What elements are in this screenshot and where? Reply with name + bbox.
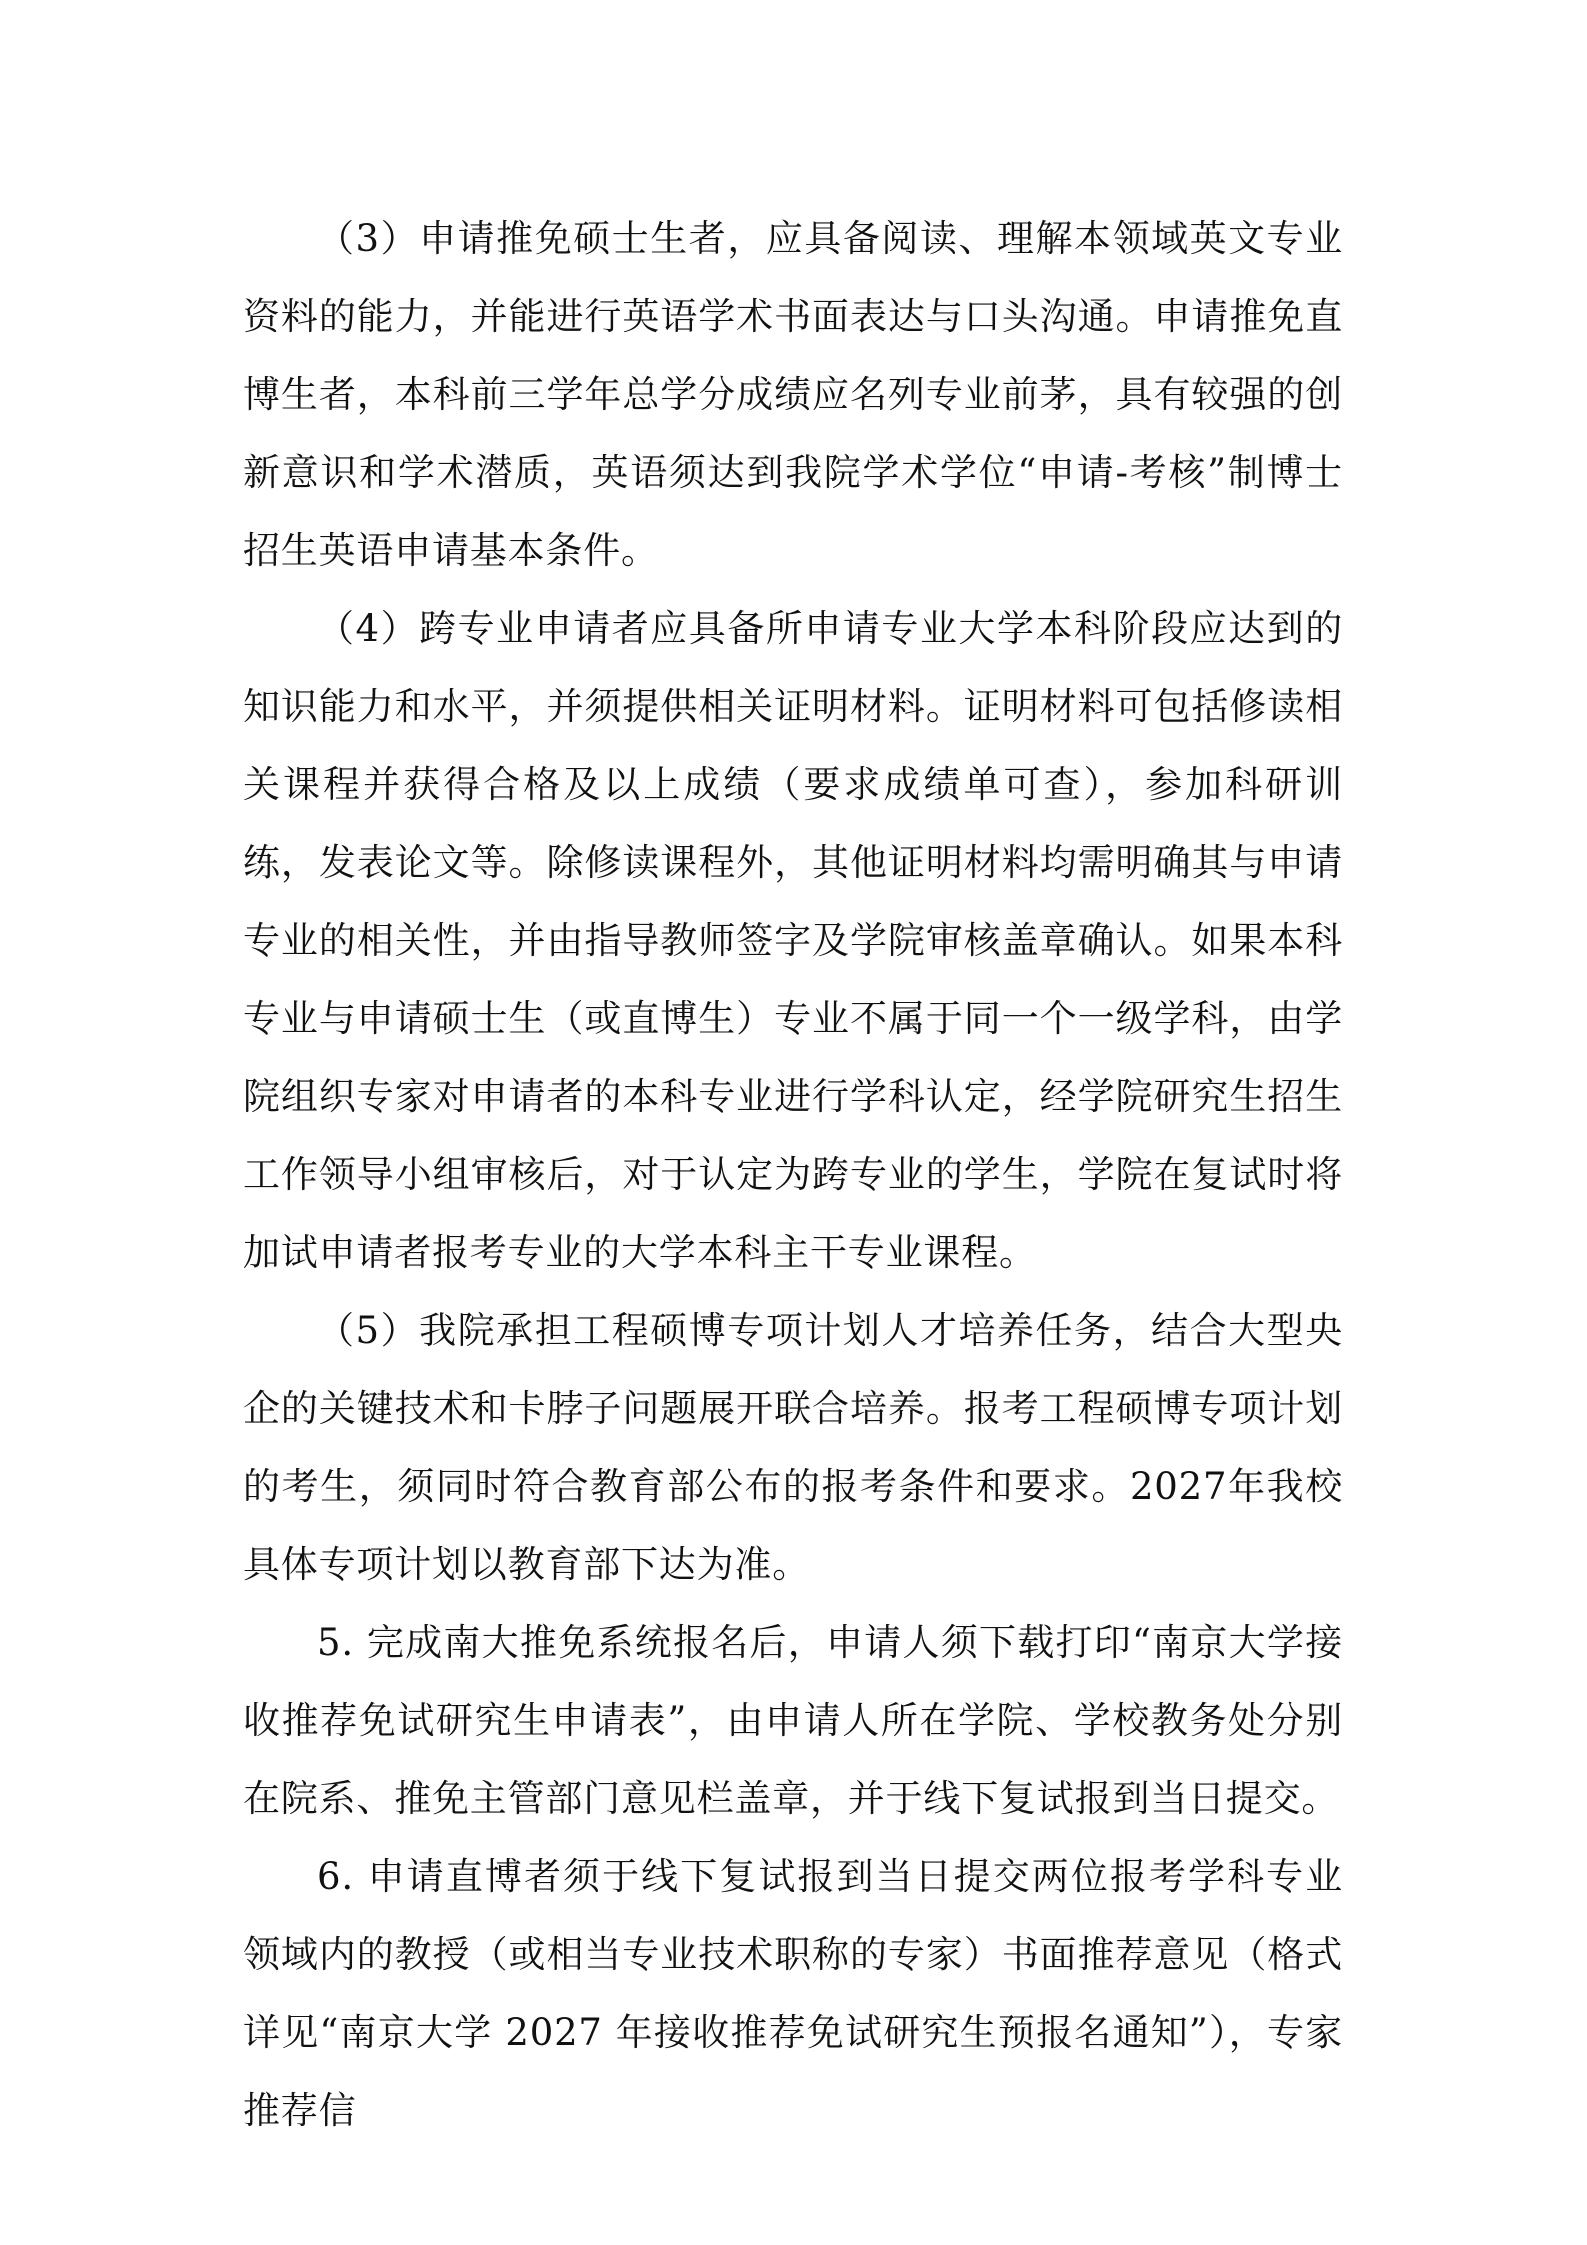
paragraph-item-5-special-program: （5）我院承担工程硕博专项计划人才培养任务，结合大型央企的关键技术和卡脖子问题展开联合培养。报考工程硕博专项计划的考生，须同时符合教育部公布的报考条件和要求。2027年我校具体专项计划以教育部下达为准。: [243, 1309, 1343, 1586]
paragraph-section-5-application-form: 5. 完成南大推免系统报名后，申请人须下载打印“南京大学接收推荐免试研究生申请表”，由申请人所在学院、学校教务处分别在院系、推免主管部门意见栏盖章，并于线下复试报到当日提交。: [243, 1621, 1343, 1820]
document-body: [243, 200, 1343, 2150]
paragraph-item-3-english-requirement: （3）申请推免硕士生者，应具备阅读、理解本领域英文专业资料的能力，并能进行英语学术书面表达与口头沟通。申请推免直博生者，本科前三学年总学分成绩应名列专业前茅，具有较强的创新意识和学术潜质，英语须达到我院学术学位“申请-考核”制博士招生英语申请基本条件。: [243, 217, 1343, 572]
paragraph-item-4-cross-major: （4）跨专业申请者应具备所申请专业大学本科阶段应达到的知识能力和水平，并须提供相关证明材料。证明材料可包括修读相关课程并获得合格及以上成绩（要求成绩单可查），参加科研训练，发表论文等。除修读课程外，其他证明材料均需明确其与申请专业的相关性，并由指导教师签字及学院审核盖章确认。如果本科专业与申请硕士生（或直博生）专业不属于同一个一级学科，由学院组织专家对申请者的本科专业进行学科认定，经学院研究生招生工作领导小组审核后，对于认定为跨专业的学生，学院在复试时将加试申请者报考专业的大学本科主干专业课程。: [243, 607, 1343, 1274]
paragraph-section-6-recommendation: 6. 申请直博者须于线下复试报到当日提交两位报考学科专业领域内的教授（或相当专业技术职称的专家）书面推荐意见（格式详见“南京大学 2027 年接收推荐免试研究生预报名通知”），专家推荐信: [243, 1855, 1343, 2132]
